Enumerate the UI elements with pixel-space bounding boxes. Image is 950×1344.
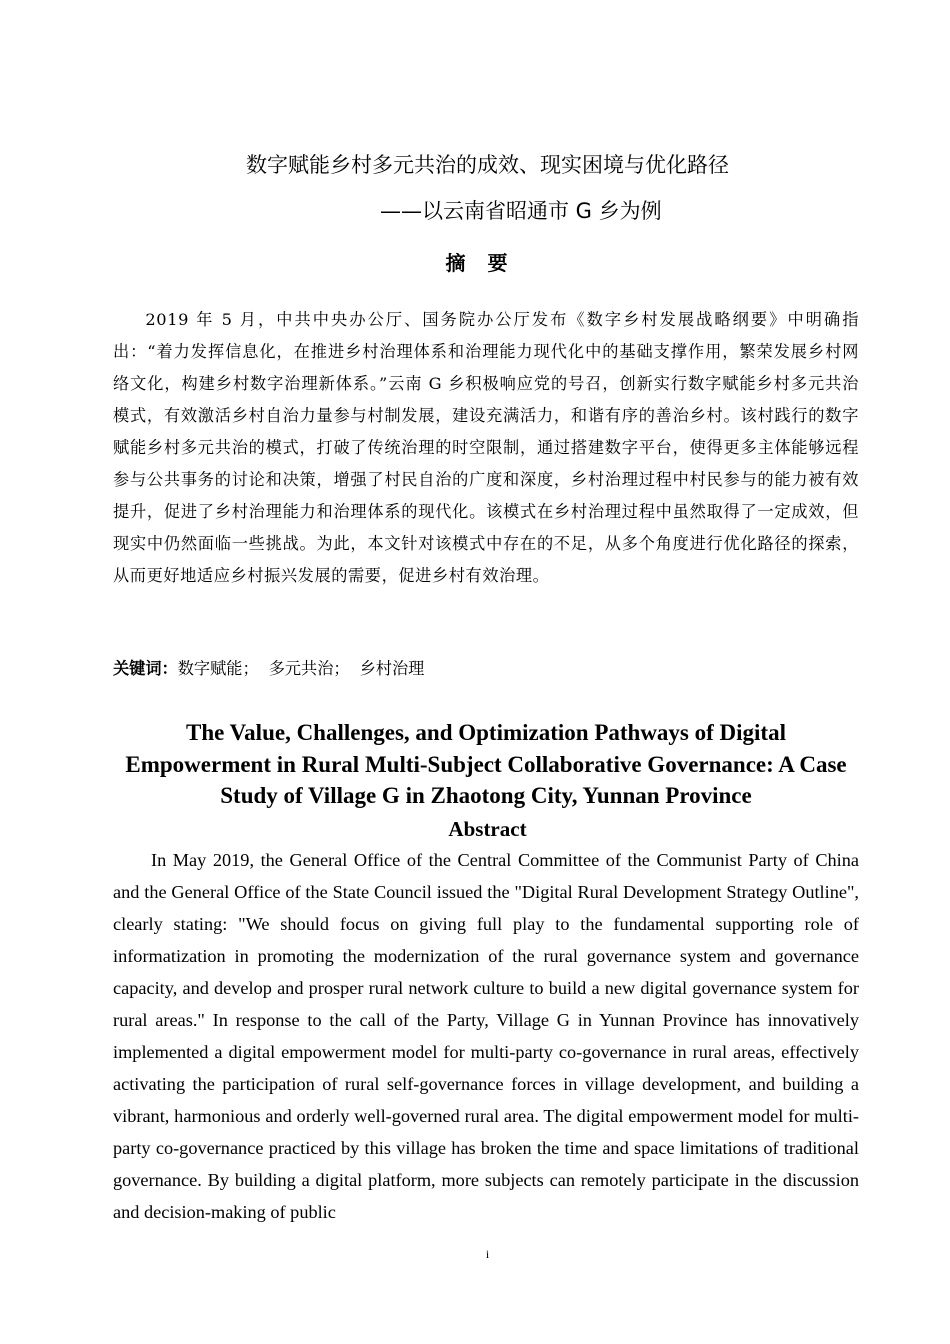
chinese-keywords [113,655,859,683]
chinese-title-line-1: 数字赋能乡村多元共治的成效、现实困境与优化路径 [246,153,729,177]
keyword-item: 乡村治理 [359,659,425,678]
keywords-label: 关键词： [113,659,178,678]
chinese-abstract-body: 2019 年 5 月，中共中央办公厅、国务院办公厅发布《数字乡村发展战略纲要》中明确指出：“着力发挥信息化，在推进乡村治理体系和治理能力现代化中的基础支撑作用，繁荣发展乡村网络文化，构建乡村数字治理新体系。”云南 G 乡积极响应党的号召，创新实行数字赋能乡村多元共治模式，有效激活乡村自治力量参与村制发展，建设充满活力，和谐有序的善治乡村。该村践行的数字赋能乡村多元共治的模式，打破了传统治理的时空限制，通过搭建数字平台，使得更多主体能够远程参与公共事务的讨论和决策，增强了村民自治的广度和深度，乡村治理过程中村民参与的能力被有效提升，促进了乡村治理能力和治理体系的现代化。该模式在乡村治理过程中虽然取得了一定成效，但现实中仍然面临一些挑战。为此，本文针对该模式中存在的不足，从多个角度进行优化路径的探索，从而更好地适应乡村振兴发展的需要，促进乡村有效治理。 [113,310,859,585]
english-title: The Value, Challenges, and Optimization Pathways of Digital Empowerment in Rural Multi-Subject Collaborative Governance: A Case Study of Village G in Zhaotong City, Yunnan Province [125,720,847,808]
chinese-title-line-2: ——以云南省昭通市 G 乡为例 [380,199,662,223]
page-number: i [485,1247,490,1261]
keyword-item: 多元共治； [268,659,350,678]
english-abstract-heading: Abstract [448,817,527,841]
chinese-abstract-heading: 摘要 [445,251,530,275]
keyword-item: 数字赋能； [177,659,259,678]
english-abstract-body: In May 2019, the General Office of the Central Committee of the Communist Party of China and the General Office of the State Council issued the "Digital Rural Development Strategy Outline", clearly stating: "We should focus on giving full play to the fundamental supporting role of informatization in promoting the modernization of the rural governance system and governance capacity, and develop and prosper rural network culture to build a new digital governance system for rural areas." In response to the call of the Party, Village G in Yunnan Province has innovatively implemented a digital empowerment model for multi-party co-governance in rural areas, effectively activating the participation of rural self-governance forces in village development, and building a vibrant, harmonious and orderly well-governed rural area. The digital empowerment model for multi-party co-governance practiced by this village has broken the time and space limitations of traditional governance. By building a digital platform, more subjects can remotely participate in the discussion and decision-making of public [113,850,859,1222]
